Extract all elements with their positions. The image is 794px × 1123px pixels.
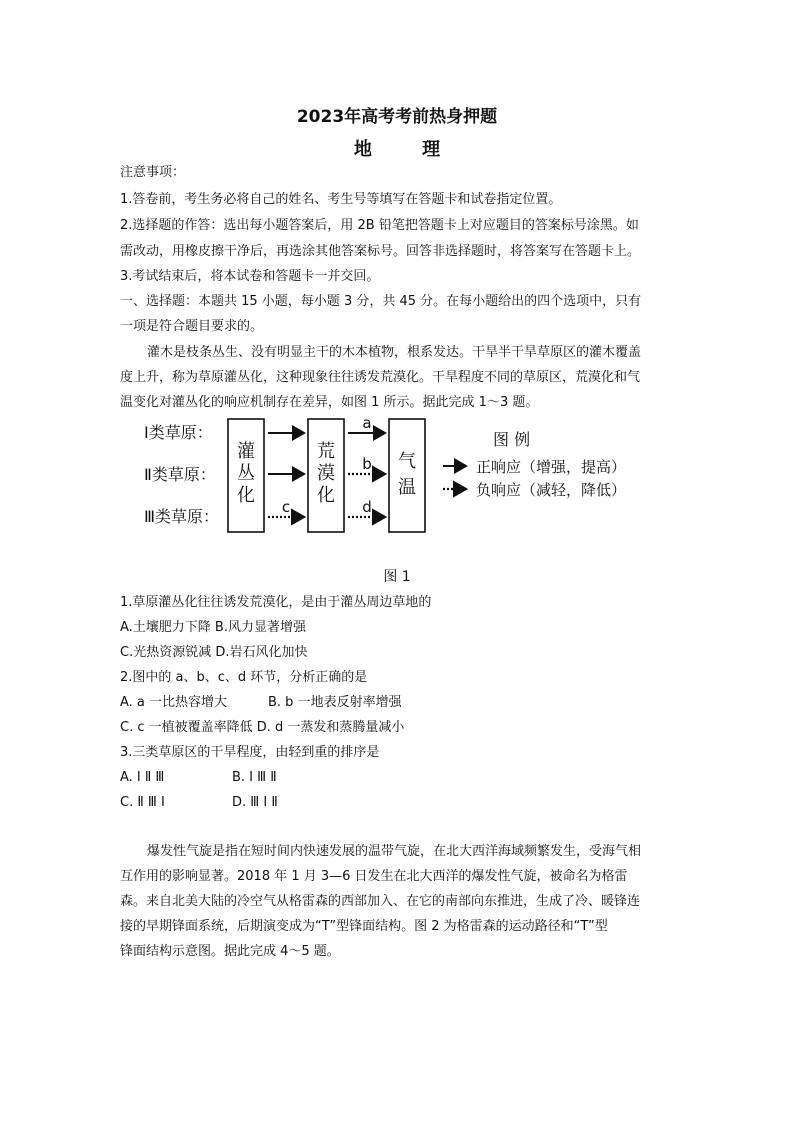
arrow-label-a: a	[362, 414, 372, 432]
passage2-line: 爆发性气旋是指在短时间内快速发展的温带气旋，在北大西洋海域频繁发生，受海气相	[147, 844, 642, 859]
legend-negative-label: 负响应（减轻，降低）	[476, 481, 627, 499]
passage1-line: 温变化对灌丛化的响应机制存在差异，如图 1 所示。据此完成 1～3 题。	[120, 395, 539, 410]
subject-title: 地 理	[353, 139, 463, 160]
passage2-line: 锋面结构示意图。据此完成 4～5 题。	[120, 944, 340, 959]
notice-item-1: 1.答卷前，考生务必将自己的姓名、考生号等填写在答题卡和试卷指定位置。	[120, 192, 562, 207]
box1-char: 丛	[237, 463, 255, 484]
question-3-stem: 3.三类草原区的干旱程度，由轻到重的排序是	[120, 745, 380, 760]
question-2-options-cd: C. c 一植被覆盖率降低 D. d 一蒸发和蒸腾量减小	[120, 720, 405, 735]
notice-item-2: 2.选择题的作答：选出每小题答案后，用 2B 铅笔把答题卡上对应题目的答案标号涂黑。如	[120, 218, 639, 233]
box3-char: 温	[398, 477, 416, 498]
exam-title: 2023年高考考前热身押题	[296, 107, 498, 127]
box1-char: 化	[237, 485, 255, 506]
arrow-label-b: b	[362, 455, 372, 473]
question-2-stem: 2.图中的 a、b、c、d 环节，分析正确的是	[120, 670, 368, 685]
passage2-line: 接的早期锋面系统，后期演变成为“T”型锋面结构。图 2 为格雷森的运动路径和“T”型	[120, 919, 608, 934]
question-1-options-ab: A.土壤肥力下降 B.风力显著增强	[120, 620, 306, 635]
legend-title: 图 例	[493, 430, 531, 449]
arrow-label-d: d	[362, 498, 372, 516]
passage1-line: 灌木是枝条丛生、没有明显主干的木本植物，根系发达。干旱半干旱草原区的灌木覆盖	[147, 345, 642, 360]
section-heading-cont: 一项是符合题目要求的。	[120, 319, 264, 334]
question-2-option-b: B. b 一地表反射率增强	[268, 695, 402, 710]
box-temperature	[389, 419, 425, 532]
legend-positive-label: 正响应（增强，提高）	[476, 458, 627, 476]
question-2-option-a: A. a 一比热容增大	[120, 695, 228, 710]
row-label-type1: Ⅰ类草原：	[144, 423, 213, 442]
notice-item-2-cont: 需改动，用橡皮擦干净后，再选涂其他答案标号。回答非选择题时，将答案写在答题卡上。	[120, 244, 641, 259]
question-3-option-a: A. Ⅰ Ⅱ Ⅲ	[120, 770, 165, 785]
notice-item-3: 3.考试结束后，将本试卷和答题卡一并交回。	[120, 269, 380, 284]
box1-char: 灌	[237, 441, 255, 462]
box2-char: 化	[317, 485, 335, 506]
question-3-option-c: C. Ⅱ Ⅲ Ⅰ	[120, 795, 165, 810]
box3-char: 气	[398, 451, 416, 472]
section-heading: 一、选择题：本题共 15 小题，每小题 3 分，共 45 分。在每小题给出的四个选项中，只有	[120, 294, 642, 309]
question-1-options-cd: C.光热资源锐减 D.岩石风化加快	[120, 645, 308, 660]
question-3-option-b: B. Ⅰ Ⅲ Ⅱ	[232, 770, 277, 785]
row-label-type2: Ⅱ类草原：	[144, 465, 216, 484]
question-1-stem: 1.草原灌丛化往往诱发荒漠化，是由于灌丛周边草地的	[120, 595, 432, 610]
question-3-option-d: D. Ⅲ Ⅰ Ⅱ	[232, 795, 278, 810]
arrow-label-c: c	[281, 498, 291, 516]
figure-1-caption: 图 1	[383, 569, 411, 585]
passage1-line: 度上升，称为草原灌丛化，这种现象往往诱发荒漠化。干旱程度不同的草原区，荒漠化和气	[120, 370, 641, 385]
passage2-line: 互作用的影响显著。2018 年 1 月 3—6 日发生在北大西洋的爆发性气旋，被命名为格雷	[120, 869, 628, 884]
figure-1-diagram	[140, 407, 670, 567]
passage2-line: 森。来自北美大陆的冷空气从格雷森的西部加入、在它的南部向东推进，生成了冷、暖锋连	[120, 894, 641, 909]
box2-char: 荒	[317, 441, 335, 462]
notice-heading: 注意事项：	[120, 165, 186, 180]
box2-char: 漠	[317, 463, 335, 484]
row-label-type3: Ⅲ类草原：	[144, 507, 220, 526]
